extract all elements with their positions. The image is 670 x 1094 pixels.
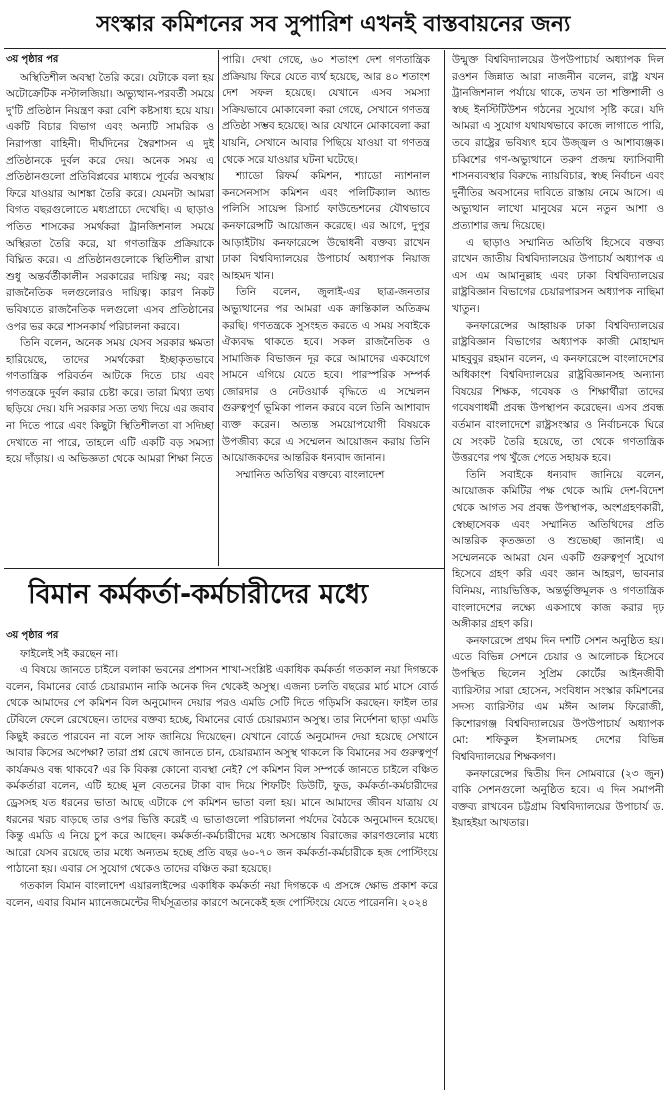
headline-top: সংস্কার কমিশনের সব সুপারিশ এখনই বাস্তবায়নের জন্য	[96, 12, 571, 37]
headline-bottom: বিমান কর্মকর্তা-কর্মচারীদের মধ্যে	[28, 579, 369, 610]
paragraph: শ্যাডো রিফর্ম কমিশন, শ্যাডো ন্যাশনাল কনসেনসাস কমিশন এবং পলিটিক্যাল অ্যান্ড পলিসি সায়েন্স রিসার্চ ফাউন্ডেশনের যৌথভাবে কনফারেন্সটি আয়োজন করেছে। এর আগে, দুপুর আড়াইটায় কনফারেন্সে উদ্বোধনী বক্তব্য রাখেন ঢাকা বিশ্ববিদ্যালয়ের উপাচার্য অধ্যাপক নিয়াজ আহমদ খান।	[222, 170, 430, 282]
column-rule-2	[444, 50, 445, 1090]
paragraph: অস্থিতিশীল অবস্থা তৈরি করে। যেটাকে বলা হয় অটোক্রেটিক নস্টালজিয়া। অভ্যুত্থান-পরবর্তী সময়ে দু'টি প্রতিষ্ঠান নিয়ন্ত্রণ করা বেশি কষ্টসাধ্য হয়ে যায়। একটি বিচার বিভাগ এবং অন্যটি সামরিক ও নিরাপত্তা বাহিনী। দীর্ঘদিনের স্বৈরশাসন এ দুই প্রতিষ্ঠানকে দুর্বল করে দেয়। অনেক সময় এ প্রতিষ্ঠানগুলো প্রতিবিপ্লবের মাধ্যমে পূর্বের অবস্থায় ফিরে যাওয়ার আশঙ্কা তৈরি করে। যেমনটা আমরা বিগত বছরগুলোতে মধ্যপ্রাচ্যে দেখেছি। এ ছাড়াও পতিত শাসকের সমর্থকরা ট্রানজিশনাল সময়ে অস্থিরতা তৈরি করে, যা গণতান্ত্রিক প্রক্রিয়াকে বিঘ্নিত করে। এ প্রতিষ্ঠানগুলোকে স্থিতিশীল রাখা শুধু অন্তর্বর্তীকালীন সরকারের দায়িত্ব নয়; বরং রাজনৈতিক দলগুলোরও দায়িত্ব। কারণ নিকট ভবিষ্যতে রাজনৈতিক দলগুলো এসব প্রতিষ্ঠানের ওপর ভর করে শাসনকার্য পরিচালনা করবে।	[6, 71, 214, 333]
paragraph: কনফারেন্সের দ্বিতীয় দিন সোমবারে (২৩ জুন) বাকি সেশনগুলো অনুষ্ঠিত হবে। এ দিন সমাপনী বক্তব্য রাখবেন চট্টগ্রাম বিশ্ববিদ্যালয়ের উপাচার্য ড. ইয়াহইয়া আখতার।	[452, 767, 664, 830]
paragraph: সম্মানিত অতিথির বক্তব্যে বাংলাদেশ	[236, 468, 385, 481]
article2-body	[6, 628, 438, 1088]
paragraph: এ ছাড়াও সম্মানিত অতিথি হিসেবে বক্তব্য রাখেন জাতীয় বিশ্ববিদ্যালয়ের উপাচার্য অধ্যাপক এ এস এম আমানুল্লাহ এবং ঢাকা বিশ্ববিদ্যালয়ের রাষ্ট্রবিজ্ঞান বিভাগের চেয়ারপারসন অধ্যাপক নাছিমা খাতুন।	[452, 236, 664, 315]
mid-rule	[4, 568, 444, 569]
paragraph: তিনি বলেন, অনেক সময় যেসব সরকার ক্ষমতা হারিয়েছে, তাদের সমর্থকেরা ইচ্ছাকৃতভাবে গণতান্ত্রিক পরিবর্তন আটকে দিতে চায় এবং গণতন্ত্রকে দুর্বল করার চেষ্টা করে। তারা মিথ্যা তথ্য ছড়িয়ে দেয়। যদি সরকার সত্য তথ্য দিয়ে এর জবাব না দিতে পারে এবং কিছুটা স্থিতিশীলতা বা সদিচ্ছা দেখাতে না পারে, তাহলে এটি একটি বড় সমস্যা হয়ে দাঁড়ায়। এ অভিজ্ঞতা থেকে আমরা শিক্ষা নিতে	[6, 337, 214, 466]
continued-marker: ৩য় পৃষ্ঠার পর	[6, 54, 59, 65]
paragraph: ফাইলেই সই করছেন না।	[20, 647, 119, 660]
paragraph: তিনি সবাইকে ধন্যবাদ জানিয়ে বলেন, আয়োজক কমিটির পক্ষ থেকে আমি দেশ-বিদেশ থেকে আগত সব প্রবন্ধ উপস্থাপক, অংশগ্রহণকারী, স্বেচ্ছাসেবক এবং সম্মানিত অতিথিদের প্রতি আন্তরিক কৃতজ্ঞতা ও শুভেচ্ছা জানাই। এ সম্মেলনকে আমরা যেন একটি গুরুত্বপূর্ণ সুযোগ হিসেবে গ্রহণ করি এবং জ্ঞান আহরণ, ভাবনার বিনিময়, ন্যায়ভিত্তিক, অন্তর্ভুক্তিমূলক ও গণতান্ত্রিক বাংলাদেশের লক্ষ্যে একসাথে কাজ করার দৃঢ় অঙ্গীকার গ্রহণ করি।	[452, 468, 664, 631]
paragraph: কনফারেন্সে প্রথম দিন দশটি সেশন অনুষ্ঠিত হয়। এতে বিভিন্ন সেশনে চেয়ার ও আলোচক হিসেবে উপস্থিত ছিলেন সুপ্রিম কোর্টের আইনজীবী ব্যারিস্টার সারা হোসেন, সংবিধান সংস্কার কমিশনের সদস্য ব্যারিস্টার এম মঈন আলম ফিরোজী, কিশোরগঞ্জ বিশ্ববিদ্যালয়ের উপউপাচার্য অধ্যাপক মো: শফিকুল ইসলামসহ দেশের বিভিন্ন বিশ্ববিদ্যালয়ের শিক্ষকগণ।	[452, 634, 664, 763]
continued-marker: ৩য় পৃষ্ঠার পর	[6, 630, 59, 641]
paragraph: তিনি বলেন, জুলাই-এর ছাত্র-জনতার অভ্যুত্থানের পর আমরা এক ক্রান্তিকাল অতিক্রম করছি। গণতন্ত্রকে সুসংহত করতে এ সময় সবাইকে ঐক্যবদ্ধ থাকতে হবে। সকল রাজনৈতিক ও সামাজিক বিভাজন দূর করে আমাদের একযোগে সামনে এগিয়ে যেতে হবে। পারস্পরিক সম্পর্ক জোরদার ও নেটওয়ার্ক বৃদ্ধিতে এ সম্মেলন গুরুত্বপূর্ণ ভূমিকা পালন করবে বলে তিনি আশাবাদ ব্যক্ত করেন। অত্যন্ত সময়োপযোগী বিষয়কে উপজীব্য করে এ সম্মেলন আয়োজন করায় তিনি আয়োজকদের আন্তরিক ধন্যবাদ জানান।	[222, 286, 430, 465]
article1-column-3	[452, 52, 664, 1088]
paragraph: গতকাল বিমান বাংলাদেশ এয়ারলাইন্সের একাধিক কর্মকর্তা নয়া দিগন্তকে এ প্রসঙ্গে ক্ষোভ প্রকাশ করে বলেন, এবার বিমান ম্যানেজমেন্টের দীর্ঘসূত্রতার কারণে অনেকেই হজ পোস্টিংয়ে যেতে পারেননি। ২০২৪	[6, 879, 438, 909]
paragraph: উন্মুক্ত বিশ্ববিদ্যালয়ের উপউপাচার্য অধ্যাপক দিল রওশন জিন্নাত আরা নাজনীন বলেন, রাষ্ট্র যখন ট্রানজিশনাল পর্যায়ে থাকে, তখন তা শক্তিশালী ও স্বচ্ছ ইনস্টিটিউশন গঠনের সুযোগ সৃষ্টি করে। যদি আমরা এ সুযোগ যথাযথভাবে কাজে লাগাতে পারি, তবে রাষ্ট্রের ভবিষ্যৎ হবে উজ্জ্বল ও আশাব্যঞ্জক। চব্বিশের গণ-অভ্যুত্থানে তরুণ প্রজন্ম ফ্যাসিবাদী শাসনব্যবস্থার বিরুদ্ধে ন্যায়বিচার, স্বচ্ছ নির্বাচন এবং দুর্নীতির অবসানের দাবিতে রাস্তায় নেমে আসে। এ অভ্যুত্থান লাখো মানুষের মনে নতুন আশা ও প্রত্যাশার জন্ম দিয়েছে।	[452, 54, 664, 232]
top-rule	[4, 48, 666, 49]
paragraph: পারি। দেখা গেছে, ৬০ শতাংশ দেশ গণতান্ত্রিক প্রক্রিয়ায় ফিরে যেতে ব্যর্থ হয়েছে, আর ৪০ শতাংশ দেশ সফল হয়েছে। যেখানে এসব সমস্যা সক্রিয়ভাবে মোকাবেলা করা গেছে, সেখানে গণতন্ত্র প্রতিষ্ঠা সম্ভব হয়েছে। আর যেখানে মোকাবেলা করা যায়নি, সেখানে আবার পিছিয়ে যাওয়া বা গণতন্ত্র থেকে সরে যাওয়ার ঘটনা ঘটেছে।	[222, 54, 430, 166]
article1-column-2	[222, 52, 430, 562]
column-rule-1	[218, 50, 219, 566]
paragraph: কনফারেন্সের আহ্বায়ক ঢাকা বিশ্ববিদ্যালয়ের রাষ্ট্রবিজ্ঞান বিভাগের অধ্যাপক কাজী মোহাম্মদ মাহবুবুর রহমান বলেন, এ কনফারেন্সে বাংলাদেশের অধিকাংশ বিশ্ববিদ্যালয়ের রাষ্ট্রবিজ্ঞানসহ অন্যান্য বিষয়ের শিক্ষক, গবেষক ও শিক্ষার্থীরা তাদের গবেষণাধর্মী প্রবন্ধ উপস্থাপন করেছেন। এসব প্রবন্ধ বর্তমান বাংলাদেশে রাষ্ট্রসংস্কার ও নির্বাচনকে ঘিরে যে সংকট তৈরি হয়েছে, তা থেকে গণতান্ত্রিক উত্তরণের পথ খুঁজে পেতে সহায়ক হবে।	[452, 319, 664, 465]
article1-column-1	[6, 52, 214, 562]
paragraph: এ বিষয়ে জানতে চাইলে বলাকা ভবনের প্রশাসন শাখা-সংশ্লিষ্ট একাধিক কর্মকর্তা গতকাল নয়া দিগন্তকে বলেন, বিমানের বোর্ড চেয়ারম্যান নাকি অনেক দিন থেকেই অসুস্থ। এজন্য চলতি বছরের মার্চ মাসে বোর্ড থেকে আমাদের পে কমিশন বিল অনুমোদন দেয়ার পরও এমডি সেটি দিতে গড়িমসি করছেন। ফাইল তার টেবিলে ফেলে রেখেছেন। তাদের বক্তব্য হচ্ছে, বিমানের বোর্ড চেয়ারম্যান অসুস্থ। তার নির্দেশনা ছাড়া এমডি কিছুই করতে পারবেন না বলে সাফ জানিয়ে দিয়েছেন। যেখানে বোর্ডে অনুমোদন দেয়া হয়েছে সেখানে আবার কিসের অপেক্ষা? তারা প্রশ্ন রেখে জানতে চান, চেয়ারম্যান অসুস্থ থাকলে কি বিমানের সব গুরুত্বপূর্ণ কার্যক্রমও বন্ধ থাকবে? এর কি বিকল্প কোনো ব্যবস্থা নেই? পে কমিশন বিল সম্পর্কে জানতে চাইলে বঞ্চিত কর্মকর্তারা বলেন, এটি হচ্ছে মূল বেতনের টাকা বাদ দিয়ে শিফটিং ডিউটি, ফুড, কর্মকর্তা-কর্মচারীদের ড্রেসসহ যত ধরনের ভাতা আছে এটাকে পে কমিশন ভাতা বলা হয়। মানে আমাদের জীবন যাত্রায় যে ধরনের খরচ বাড়ছে তার ওপর ভিত্তি করেই এ ভাতাগুলো পরিচালনা পর্যদের বৈঠকে অনুমোদন হয়েছে। কিন্তু এমডি এ নিয়ে চুপ করে আছেন। কর্মকর্তা-কর্মচারীদের মধ্যে অসন্তোষ বিরাজের কারণগুলোর মধ্যে আরো যেসব রয়েছে তার মধ্যে অন্যতম হচ্ছে প্রতি বছর ৬০-৭০ জন কর্মকর্তা-কর্মচারীকে হজ পোস্টিংয়ে পাঠানো হয়। এবার সে সুযোগ থেকেও তাদের বঞ্চিত করা হয়েছে।	[6, 664, 438, 876]
